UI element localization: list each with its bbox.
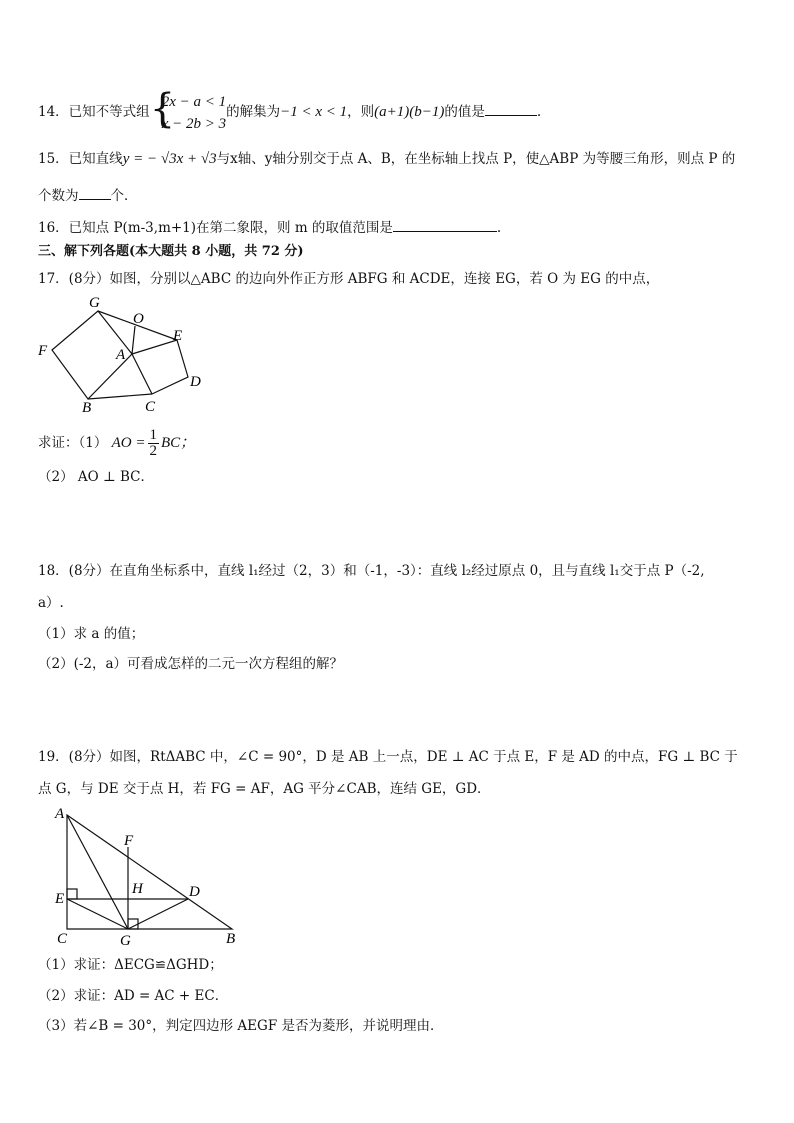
q16: 16．已知点 P(m-3,m+1)在第二象限，则 m 的取值范围是 . bbox=[38, 220, 502, 236]
inequality-system bbox=[149, 85, 227, 135]
label-H: H bbox=[132, 881, 143, 897]
label-F: F bbox=[38, 343, 48, 359]
q14-suffix: 的值是 bbox=[444, 104, 485, 120]
label-G: G bbox=[120, 933, 131, 948]
q15-line2 bbox=[38, 187, 138, 205]
label-C: C bbox=[57, 931, 68, 947]
q14-prefix: 14．已知不等式组 bbox=[38, 104, 150, 120]
q19-line2: 点 G，与 DE 交于点 H，若 FG = AF，AG 平分∠CAB，连结 GE，GD． bbox=[38, 781, 491, 797]
label-A: A bbox=[55, 806, 65, 822]
fraction-half: $\frac{1}{2}$ bbox=[149, 427, 158, 459]
q17-stem: 17．(8分）如图，分别以△ABC 的边向外作正方形 ABFG 和 ACDE，连接 EG，若 O 为 EG 的中点， bbox=[38, 271, 660, 287]
label-C: C bbox=[145, 399, 156, 415]
q15-rest: 与x轴、y轴分别交于点 A、B，在坐标轴上找点 P，使△ABP 为等腰三角形，则点 P 的 bbox=[216, 151, 736, 167]
q15-equation: y = − √3x + √3 bbox=[122, 151, 217, 167]
q18-line2: a）. bbox=[38, 595, 64, 611]
q17-figure bbox=[34, 292, 214, 417]
q18-sub2: （2）(-2，a）可看成怎样的二元一次方程组的解？ bbox=[38, 656, 344, 672]
section-heading: 三、解下列各题(本大题共 8 小题，共 72 分) bbox=[38, 244, 304, 259]
label-E: E bbox=[173, 328, 183, 344]
q15-count-label: 个数为 bbox=[38, 188, 79, 204]
q19-line1: 19．(8分）如图，RtΔABC 中，∠C = 90°，D 是 AB 上一点，DE ⊥ AC 于点 E，F 是 AD 的中点，FG ⊥ BC 于 bbox=[38, 749, 738, 765]
label-D: D bbox=[190, 374, 201, 390]
q18-sub1: （1）求 a 的值； bbox=[38, 626, 145, 642]
q16-text: 16．已知点 P(m-3,m+1)在第二象限，则 m 的取值范围是 bbox=[38, 220, 393, 236]
q18-line1: 18．(8分）在直角坐标系中，直线 l₁经过（2，3）和（-1，-3）：直线 l₂经过原点 0，且与直线 l₁交于点 P（-2, bbox=[38, 563, 705, 579]
q19-sub2: （2）求证：AD = AC + EC． bbox=[38, 988, 229, 1004]
q14-middle: 的解集为 bbox=[226, 104, 281, 120]
label-B: B bbox=[226, 931, 236, 947]
q15-end: 个． bbox=[110, 188, 138, 204]
q14-range: −1 < x < 1 bbox=[280, 104, 348, 120]
q17-proof-2: （2） AO ⊥ BC． bbox=[38, 469, 154, 485]
left-brace: { bbox=[149, 85, 176, 132]
answer-blank[interactable] bbox=[393, 219, 497, 232]
q14: 14．已知不等式组 { 2x − a < 1 x − 2b > 3 的解集为−1 < x < 1，则(a+1)(b−1)的值是 . bbox=[38, 90, 541, 134]
q17-proof-1: 求证：（1） AO = $\frac{1}{2}$ BC； bbox=[38, 427, 196, 459]
answer-blank[interactable] bbox=[79, 187, 111, 200]
q19-sub3: （3）若∠B = 30°，判定四边形 AEGF 是否为菱形，并说明理由． bbox=[38, 1018, 444, 1034]
inequality-1: 2x − a < 1 bbox=[161, 93, 227, 110]
q14-then: ，则 bbox=[347, 104, 375, 120]
q15-line1 bbox=[38, 150, 735, 168]
label-F: F bbox=[124, 833, 134, 849]
q19-figure bbox=[50, 803, 250, 948]
label-A: A bbox=[116, 347, 126, 363]
q19-sub1: （1）求证：ΔECG≌ΔGHD； bbox=[38, 957, 223, 973]
label-D: D bbox=[189, 884, 200, 900]
inequality-2: x − 2b > 3 bbox=[161, 115, 227, 132]
answer-blank[interactable] bbox=[485, 103, 537, 116]
q14-expr: (a+1)(b−1) bbox=[374, 104, 445, 120]
label-O: O bbox=[133, 311, 144, 327]
label-G: G bbox=[89, 295, 100, 311]
q15-intro: 15．已知直线 bbox=[38, 151, 123, 167]
label-E: E bbox=[55, 891, 65, 907]
label-B: B bbox=[82, 400, 92, 416]
